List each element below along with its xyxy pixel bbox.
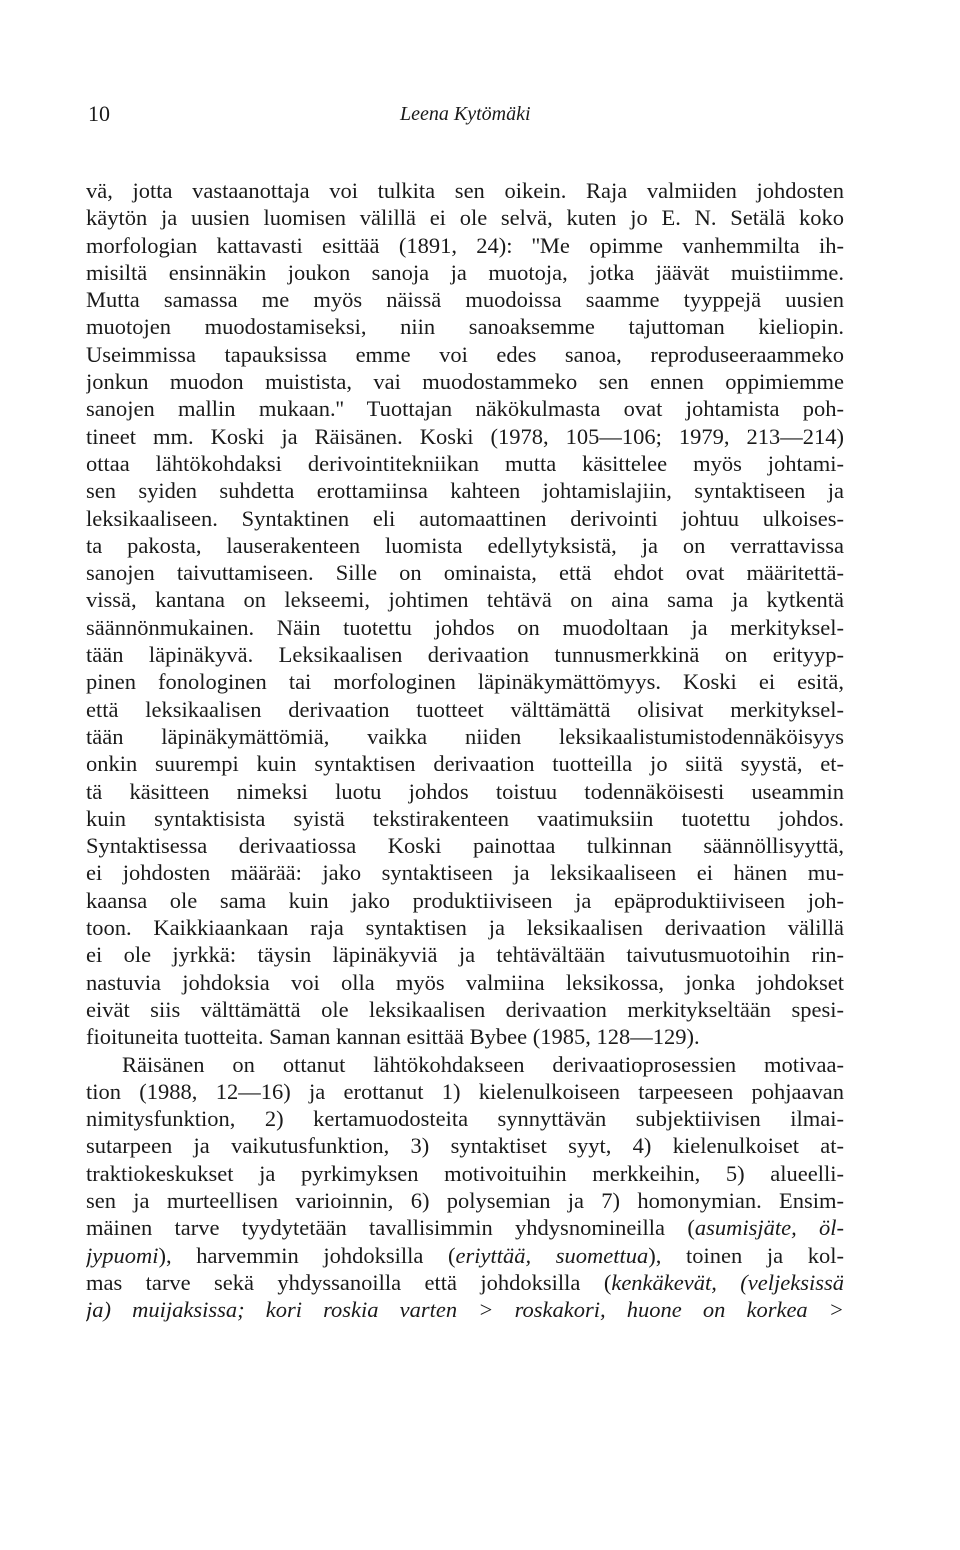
body-text xyxy=(86,177,844,1323)
text-segment: nimitysfunktion, 2) kertamuodosteita synnyttävän subjektiivisen ilmai- xyxy=(86,1106,844,1132)
text-line xyxy=(86,232,844,259)
text-line xyxy=(86,559,844,586)
text-segment: säännönmukainen. Näin tuotettu johdos on muodoltaan ja merkityksel- xyxy=(86,614,844,640)
text-segment: morfologian kattavasti esittää (1891, 24): ''Me opimme vanhemmilta ih- xyxy=(86,232,844,258)
text-segment: sen ja murteellisen varioinnin, 6) polysemian ja 7) homonymian. Ensim- xyxy=(86,1187,844,1213)
text-line xyxy=(86,914,844,941)
text-line xyxy=(86,532,844,559)
text-segment: ottaa lähtökohdaksi derivointitekniikan mutta käsittelee myös johtami- xyxy=(86,450,844,476)
text-segment: mas tarve sekä yhdyssanoilla että johdoksilla ( xyxy=(86,1269,612,1295)
text-segment: että leksikaalisen derivaation tuotteet välttämättä olisivat merkityksel- xyxy=(86,696,844,722)
text-line xyxy=(86,969,844,996)
text-line xyxy=(86,696,844,723)
text-segment: tion (1988, 12—16) ja erottanut 1) kielenulkoiseen tarpeeseen pohjaavan xyxy=(86,1078,844,1104)
text-segment: eivät siis välttämättä ole leksikaalisen derivaation merkitykseltään spesi- xyxy=(86,996,844,1022)
text-segment: tä käsitteen nimeksi luotu johdos toistuu todennäköisesti useammin xyxy=(86,778,844,804)
italic-example: asumisjäte, öl- xyxy=(694,1215,844,1241)
text-segment: kaansa ole sama kuin jako produktiiviseen ja epäproduktiiviseen joh- xyxy=(86,887,844,913)
text-line xyxy=(86,477,844,504)
text-line xyxy=(86,1269,844,1296)
italic-example: ja) muijaksissa; kori roskia varten > roskakori, huone on korkea > xyxy=(86,1297,844,1323)
text-line xyxy=(86,505,844,532)
text-line xyxy=(86,1214,844,1241)
text-line xyxy=(86,1242,844,1269)
text-segment: sen syiden suhdetta erottamiinsa kahteen johtamislajiin, syntaktiseen ja xyxy=(86,478,844,504)
text-segment: kuin syntaktisista syistä tekstirakenteen vaatimuksiin tuotettu johdos. xyxy=(86,805,844,831)
text-line xyxy=(86,668,844,695)
text-segment: jonkun muodon muistista, vai muodostammeko sen ennen oppimiemme xyxy=(86,369,844,395)
text-segment: misiltä ensinnäkin joukon sanoja ja muotoja, jotka jäävät muistiimme. xyxy=(86,259,844,285)
text-line xyxy=(86,204,844,231)
text-segment: ta pakosta, lauserakenteen luomista edellytyksistä, ja on verrattavissa xyxy=(86,532,844,558)
text-segment: fioituneita tuotteita. Saman kannan esittää Bybee (1985, 128—129). xyxy=(86,1024,700,1050)
text-line xyxy=(86,395,844,422)
paragraph xyxy=(86,177,844,1051)
text-line xyxy=(86,368,844,395)
text-line xyxy=(86,805,844,832)
text-segment: pinen fonologinen tai morfologinen läpinäkymättömyys. Koski ei esitä, xyxy=(86,669,844,695)
running-head: Leena Kytömäki xyxy=(400,103,531,125)
text-line xyxy=(86,450,844,477)
text-line xyxy=(86,614,844,641)
text-line xyxy=(86,941,844,968)
text-line xyxy=(86,1023,844,1050)
text-line xyxy=(86,1051,844,1078)
text-segment: ei johdosten määrää: jako syntaktiseen ja leksikaaliseen ei hänen mu- xyxy=(86,860,844,886)
text-segment: onkin suurempi kuin syntaktisen derivaation tuotteilla jo siitä syystä, et- xyxy=(86,751,844,777)
text-line xyxy=(86,177,844,204)
text-line xyxy=(86,1160,844,1187)
text-line xyxy=(86,259,844,286)
text-segment: tään läpinäkyvä. Leksikaalisen derivaation tunnusmerkkinä on erityyp- xyxy=(86,642,844,668)
text-line xyxy=(86,887,844,914)
italic-example: kenkäkevät, (veljeksissä xyxy=(611,1269,844,1295)
text-segment: sutarpeen ja vaikutusfunktion, 3) syntaktiset syyt, 4) kielenulkoiset at- xyxy=(86,1133,844,1159)
text-line xyxy=(86,778,844,805)
text-line xyxy=(86,723,844,750)
text-segment: tään läpinäkymättömiä, vaikka niiden leksikaalistumistodennäköisyys xyxy=(86,723,844,749)
page-number: 10 xyxy=(88,101,110,126)
italic-example: jypuomi xyxy=(86,1242,159,1268)
text-segment: nastuvia johdoksia voi olla myös valmiina leksikossa, jonka johdokset xyxy=(86,969,844,995)
text-line xyxy=(86,1187,844,1214)
text-segment: traktiokeskukset ja pyrkimyksen motivoituihin merkkeihin, 5) alueelli- xyxy=(86,1160,844,1186)
text-segment: tineet mm. Koski ja Räisänen. Koski (1978, 105—106; 1979, 213—214) xyxy=(86,423,844,449)
text-line xyxy=(86,1105,844,1132)
text-segment: Mutta samassa me myös näissä muodoissa saamme tyyppejä uusien xyxy=(86,287,844,313)
text-segment: muotojen muodostamiseksi, niin sanoaksemme tajuttoman kieliopin. xyxy=(86,314,844,340)
text-segment: vissä, kantana on lekseemi, johtimen tehtävä on aina sama ja kytkentä xyxy=(86,587,844,613)
text-segment: Räisänen on ottanut lähtökohdakseen derivaatioprosessien motivaa- xyxy=(122,1051,844,1077)
text-segment: sanojen taivuttamiseen. Sille on ominaista, että ehdot ovat määritettä- xyxy=(86,560,844,586)
text-line xyxy=(86,1078,844,1105)
text-segment: käytön ja uusien luomisen välillä ei ole selvä, kuten jo E. N. Setälä koko xyxy=(86,205,844,231)
text-line xyxy=(86,996,844,1023)
text-segment: toon. Kaikkiaankaan raja syntaktisen ja leksikaalisen derivaation välillä xyxy=(86,915,844,941)
text-line xyxy=(86,641,844,668)
text-segment: sanojen mallin mukaan.'' Tuottajan näkökulmasta ovat johtamista poh- xyxy=(86,396,844,422)
text-segment: ), toinen ja kol- xyxy=(648,1242,844,1268)
text-segment: Syntaktisessa derivaatiossa Koski painottaa tulkinnan säännöllisyyttä, xyxy=(86,833,844,859)
text-line xyxy=(86,586,844,613)
text-line xyxy=(86,1132,844,1159)
text-line xyxy=(86,859,844,886)
text-segment: leksikaaliseen. Syntaktinen eli automaattinen derivointi johtuu ulkoises- xyxy=(86,505,844,531)
text-line xyxy=(86,750,844,777)
text-line xyxy=(86,341,844,368)
text-line xyxy=(86,423,844,450)
text-segment: Useimmissa tapauksissa emme voi edes sanoa, reproduseeraammeko xyxy=(86,341,844,367)
italic-example: eriyttää, suomettua xyxy=(455,1242,649,1268)
paragraph xyxy=(86,1051,844,1324)
text-line xyxy=(86,1296,844,1323)
text-segment: ei ole jyrkkä: täysin läpinäkyviä ja tehtävältään taivutusmuotoihin rin- xyxy=(86,942,844,968)
text-segment: vä, jotta vastaanottaja voi tulkita sen oikein. Raja valmiiden johdosten xyxy=(86,178,844,203)
text-segment: ), harvemmin johdoksilla ( xyxy=(158,1242,456,1268)
text-line xyxy=(86,313,844,340)
text-line xyxy=(86,832,844,859)
text-line xyxy=(86,286,844,313)
text-segment: mäinen tarve tyydytetään tavallisimmin yhdysnomineilla ( xyxy=(86,1215,695,1241)
